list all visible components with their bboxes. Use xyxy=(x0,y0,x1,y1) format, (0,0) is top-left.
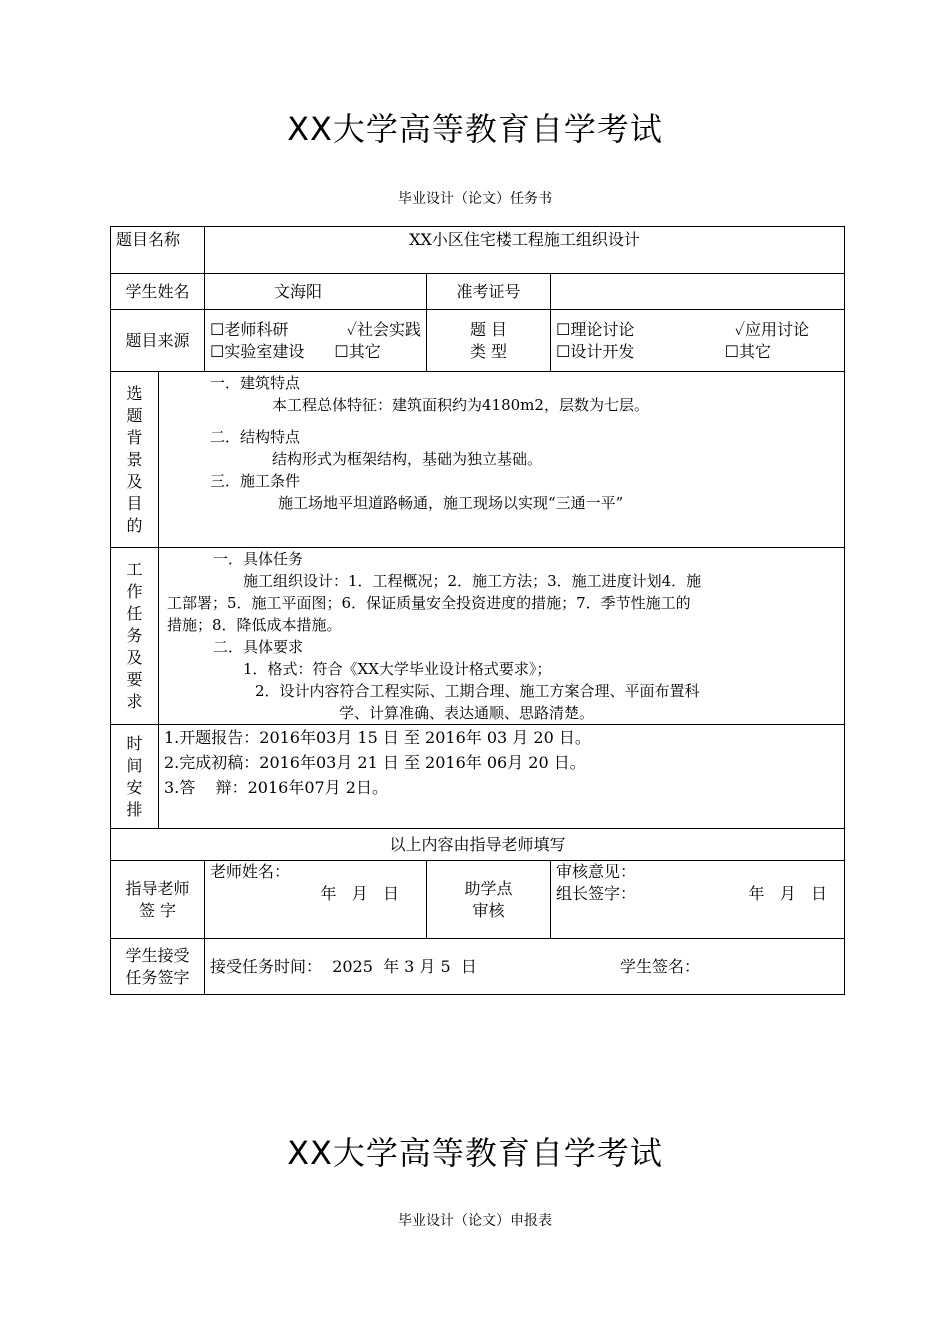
source-checkbox-teacher-research[interactable]: ☐老师科研 xyxy=(210,319,289,339)
label-char: 及 xyxy=(126,471,143,491)
type-label xyxy=(427,310,551,372)
label-char: 及 xyxy=(126,648,143,667)
accept-label-line1: 学生接受 xyxy=(125,945,190,965)
review-opinion-label: 审核意见： xyxy=(556,862,637,881)
task-heading-1: 一．具体任务 xyxy=(213,550,304,568)
advisor-label xyxy=(111,861,205,939)
label-char: 要 xyxy=(126,670,143,689)
group-leader-sign-label: 组长签字： xyxy=(556,884,637,903)
type-checkbox-theory[interactable]: ☐理论讨论 xyxy=(556,319,635,339)
label-char: 背 xyxy=(126,427,143,447)
row-background xyxy=(111,372,845,548)
bg-paragraph-2: 结构形式为框架结构，基础为独立基础。 xyxy=(272,450,543,468)
accept-label xyxy=(111,939,205,995)
page2-subtitle: 毕业设计（论文）申报表 xyxy=(398,1213,552,1229)
bg-paragraph-3: 施工场地平坦道路畅通，施工现场以实现“三通一平” xyxy=(278,494,624,512)
schedule-content xyxy=(159,725,845,829)
topic-value: XX小区住宅楼工程施工组织设计 xyxy=(205,227,845,274)
advisor-sign-area[interactable] xyxy=(205,861,427,939)
task-form-table xyxy=(110,226,845,995)
accept-time: 接受任务时间： 2025 年 3 月 5 日 xyxy=(210,956,477,976)
source-options xyxy=(205,310,427,372)
task-line-1: 施工组织设计：1．工程概况；2．施工方法；3．施工进度计划4．施 xyxy=(243,572,702,590)
label-char: 选 xyxy=(126,383,143,403)
teacher-name-label: 老师姓名： xyxy=(210,862,291,881)
bg-paragraph-1: 本工程总体特征：建筑面积约为4180m2，层数为七层。 xyxy=(272,396,649,414)
row-note xyxy=(111,829,845,861)
review-date: 年 月 日 xyxy=(748,884,828,903)
accept-content[interactable] xyxy=(205,939,845,995)
bg-heading-2: 二．结构特点 xyxy=(210,428,301,446)
bg-heading-3: 三．施工条件 xyxy=(210,472,301,490)
schedule-label xyxy=(111,725,159,829)
type-label-line2: 类 型 xyxy=(469,341,508,361)
note-text: 以上内容由指导老师填写 xyxy=(111,829,845,861)
source-checkbox-other[interactable]: ☐其它 xyxy=(334,341,381,361)
type-checkbox-design[interactable]: ☐设计开发 xyxy=(556,341,635,361)
type-options xyxy=(551,310,845,372)
review-area[interactable] xyxy=(551,861,845,939)
label-char: 目 xyxy=(126,493,143,513)
source-checkbox-lab[interactable]: ☐实验室建设 xyxy=(210,341,305,361)
row-advisor xyxy=(111,861,845,939)
document-subtitle: 毕业设计（论文）任务书 xyxy=(398,191,552,207)
row-student xyxy=(111,274,845,310)
label-char: 作 xyxy=(126,582,143,601)
label-char: 时 xyxy=(126,733,143,753)
row-topic xyxy=(111,227,845,274)
assist-label-line1: 助学点 xyxy=(464,878,513,898)
label-char: 排 xyxy=(126,799,143,819)
requirement-1: 1．格式：符合《XX大学毕业设计格式要求》； xyxy=(243,660,552,678)
page2-title: XX大学高等教育自学考试 xyxy=(287,1134,663,1172)
tasks-label xyxy=(111,548,159,725)
exam-id-label: 准考证号 xyxy=(427,274,551,310)
requirement-2: 2．设计内容符合工程实际、工期合理、施工方案合理、平面布置科 xyxy=(255,682,700,700)
accept-label-line2: 任务签字 xyxy=(125,967,190,987)
row-accept xyxy=(111,939,845,995)
source-label: 题目来源 xyxy=(111,310,205,372)
row-schedule xyxy=(111,725,845,829)
schedule-item-1: 1.开题报告：2016年03月 15 日 至 2016年 03 月 20 日。 xyxy=(164,728,591,747)
schedule-item-3: 3.答 辩：2016年07月 2日。 xyxy=(164,778,388,797)
label-char: 工 xyxy=(126,560,143,579)
type-label-line1: 题 目 xyxy=(469,319,508,339)
assist-label xyxy=(427,861,551,939)
row-source xyxy=(111,310,845,372)
student-sign-label: 学生签名： xyxy=(620,956,701,976)
label-char: 间 xyxy=(126,755,143,775)
advisor-date: 年 月 日 xyxy=(320,884,400,903)
advisor-label-line2: 签 字 xyxy=(138,900,177,920)
label-char: 景 xyxy=(126,449,143,469)
source-checkbox-social-practice[interactable]: ✓社会实践 xyxy=(346,319,422,339)
requirement-3: 学、计算准确、表达通顺、思路清楚。 xyxy=(339,704,595,722)
topic-label: 题目名称 xyxy=(111,227,205,274)
exam-id-field[interactable] xyxy=(551,274,845,310)
task-line-3: 措施；8．降低成本措施。 xyxy=(167,616,342,634)
label-char: 题 xyxy=(126,405,143,425)
student-name-label: 学生姓名 xyxy=(111,274,205,310)
task-heading-2: 二．具体要求 xyxy=(213,638,304,656)
schedule-item-2: 2.完成初稿：2016年03月 21 日 至 2016年 06月 20 日。 xyxy=(164,753,586,772)
student-name-value: 文海阳 xyxy=(205,274,427,310)
page-title: XX大学高等教育自学考试 xyxy=(287,110,663,148)
background-label xyxy=(111,372,159,548)
assist-label-line2: 审核 xyxy=(472,900,505,920)
label-char: 求 xyxy=(126,692,143,711)
type-checkbox-applied[interactable]: ✓应用讨论 xyxy=(734,319,810,339)
task-line-2: 工部署；5．施工平面图；6．保证质量安全投资进度的措施；7．季节性施工的 xyxy=(167,594,691,612)
label-char: 务 xyxy=(126,626,143,645)
type-checkbox-other[interactable]: ☐其它 xyxy=(724,341,772,361)
background-content xyxy=(159,372,845,548)
advisor-label-line1: 指导老师 xyxy=(125,878,190,898)
row-tasks xyxy=(111,548,845,725)
label-char: 的 xyxy=(126,515,143,535)
tasks-content xyxy=(159,548,845,725)
bg-heading-1: 一．建筑特点 xyxy=(210,374,301,392)
label-char: 安 xyxy=(126,777,143,797)
label-char: 任 xyxy=(126,604,143,623)
